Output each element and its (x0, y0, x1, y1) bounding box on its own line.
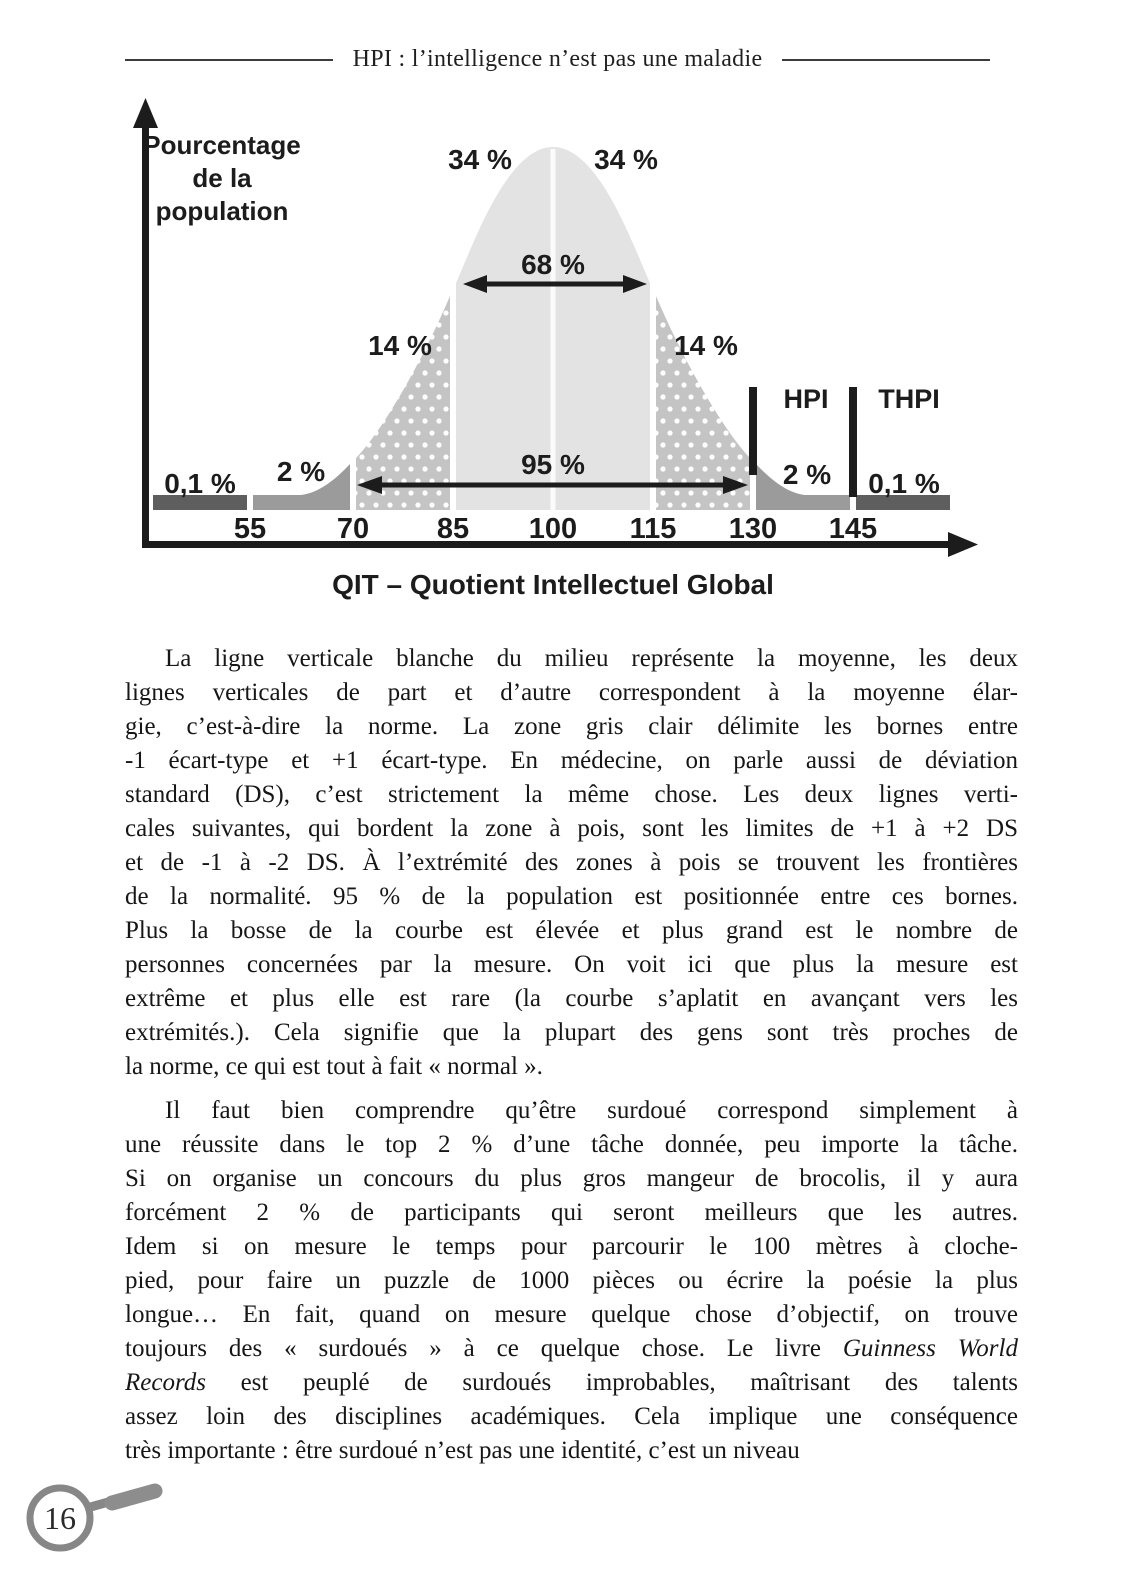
x-tick-130: 130 (728, 513, 778, 545)
page-number: 16 (44, 1500, 76, 1536)
y-axis-label-line2: de la (192, 163, 252, 193)
pct-01-right: 0,1 % (868, 468, 940, 499)
header-rule-right (782, 59, 990, 61)
text-line: une réussite dans le top 2 % d’une tâche donnée, peu importe la tâche. (125, 1131, 1018, 1158)
iq-distribution-chart (120, 92, 1020, 607)
paragraph (125, 1094, 1018, 1468)
text-line: Plus la bosse de la courbe est élevée et plus grand est le nombre de (125, 917, 1018, 944)
text-line: -1 écart-type et +1 écart-type. En médecine, on parle aussi de déviation (125, 747, 1018, 774)
page-title: HPI : l’intelligence n’est pas une maladie (352, 46, 763, 72)
pct-34-left: 34 % (448, 144, 512, 175)
text-line: Idem si on mesure le temps pour parcourir le 100 mètres à cloche- (125, 1233, 1018, 1260)
text-line: longue… En fait, quand on mesure quelque chose d’objectif, on trouve (125, 1301, 1018, 1328)
paragraph (125, 642, 1018, 1084)
text-line: Si on organise un concours du plus gros mangeur de brocolis, il y aura (125, 1165, 1018, 1192)
magnifier-handle-icon (112, 1491, 155, 1503)
x-tick-100: 100 (528, 513, 578, 545)
text-line: standard (DS), c’est strictement la même chose. Les deux lignes verti- (125, 781, 1018, 808)
y-axis-label-line1: Pourcentage (143, 130, 301, 160)
text-line: de la normalité. 95 % de la population est positionnée entre ces bornes. (125, 883, 1018, 910)
text-line: lignes verticales de part et d’autre correspondent à la moyenne élar- (125, 679, 1018, 706)
pct-14-right: 14 % (674, 330, 738, 361)
pct-2-right: 2 % (782, 459, 832, 490)
text-line: forcément 2 % de participants qui seront meilleurs que les autres. (125, 1199, 1018, 1226)
text-line: La ligne verticale blanche du milieu représente la moyenne, les deux (165, 645, 1018, 672)
x-tick-70: 70 (336, 513, 370, 545)
x-axis-title: QIT – Quotient Intellectuel Global (332, 569, 774, 600)
x-tick-55: 55 (233, 513, 267, 545)
pct-34-right: 34 % (594, 144, 658, 175)
dotted-left-area (356, 296, 450, 510)
pct-95: 95 % (521, 449, 585, 480)
text-line: gie, c’est-à-dire la norme. La zone gris clair délimite les bornes entre (125, 713, 1018, 740)
text-line: personnes concernées par la mesure. On voit ici que plus la mesure est (125, 951, 1018, 978)
pct-14-left: 14 % (368, 330, 432, 361)
text-line: Records est peuplé de surdoués improbables, maîtrisant des talents (125, 1369, 1018, 1396)
body-text (125, 642, 1018, 1478)
text-line: toujours des « surdoués » à ce quelque chose. Le livre Guinness World (125, 1335, 1018, 1362)
text-line: très importante : être surdoué n’est pas une identité, c’est un niveau (125, 1437, 800, 1464)
text-line: et de -1 à -2 DS. À l’extrémité des zones à pois se trouvent les frontières (125, 849, 1018, 876)
pct-2-left: 2 % (276, 456, 326, 487)
hpi-threshold-bar (749, 387, 757, 475)
thpi-label: THPI (878, 384, 940, 414)
y-axis-arrow-icon (133, 98, 158, 128)
hpi-label: HPI (783, 384, 829, 414)
text-line: assez loin des disciplines académiques. Cela implique une conséquence (125, 1403, 1018, 1430)
pct-68: 68 % (521, 249, 585, 280)
pct-01-left: 0,1 % (164, 468, 236, 499)
dotted-right-area (656, 296, 750, 510)
text-line: pied, pour faire un puzzle de 1000 pièces ou écrire la poésie la plus (125, 1267, 1018, 1294)
text-line: Il faut bien comprendre qu’être surdoué correspond simplement à (165, 1097, 1018, 1124)
header-rule-left (125, 59, 333, 61)
x-tick-115: 115 (629, 513, 677, 545)
x-tick-145: 145 (828, 513, 878, 545)
text-line: extrême et plus elle est rare (la courbe s’aplatit en avançant vers les (125, 985, 1018, 1012)
x-tick-85: 85 (436, 513, 470, 545)
x-axis-arrow-icon (948, 532, 978, 557)
arrow-95 (376, 483, 728, 488)
text-line: la norme, ce qui est tout à fait « normal ». (125, 1053, 543, 1080)
page-header (125, 46, 990, 73)
page-number-badge (12, 1464, 177, 1574)
y-axis-label-line3: population (155, 196, 289, 226)
thpi-threshold-bar (849, 387, 857, 497)
y-axis (142, 122, 149, 547)
arrow-68 (480, 282, 630, 287)
text-line: cales suivantes, qui bordent la zone à pois, sont les limites de +1 à +2 DS (125, 815, 1018, 842)
text-line: extrémités.). Cela signifie que la plupart des gens sont très proches de (125, 1019, 1018, 1046)
